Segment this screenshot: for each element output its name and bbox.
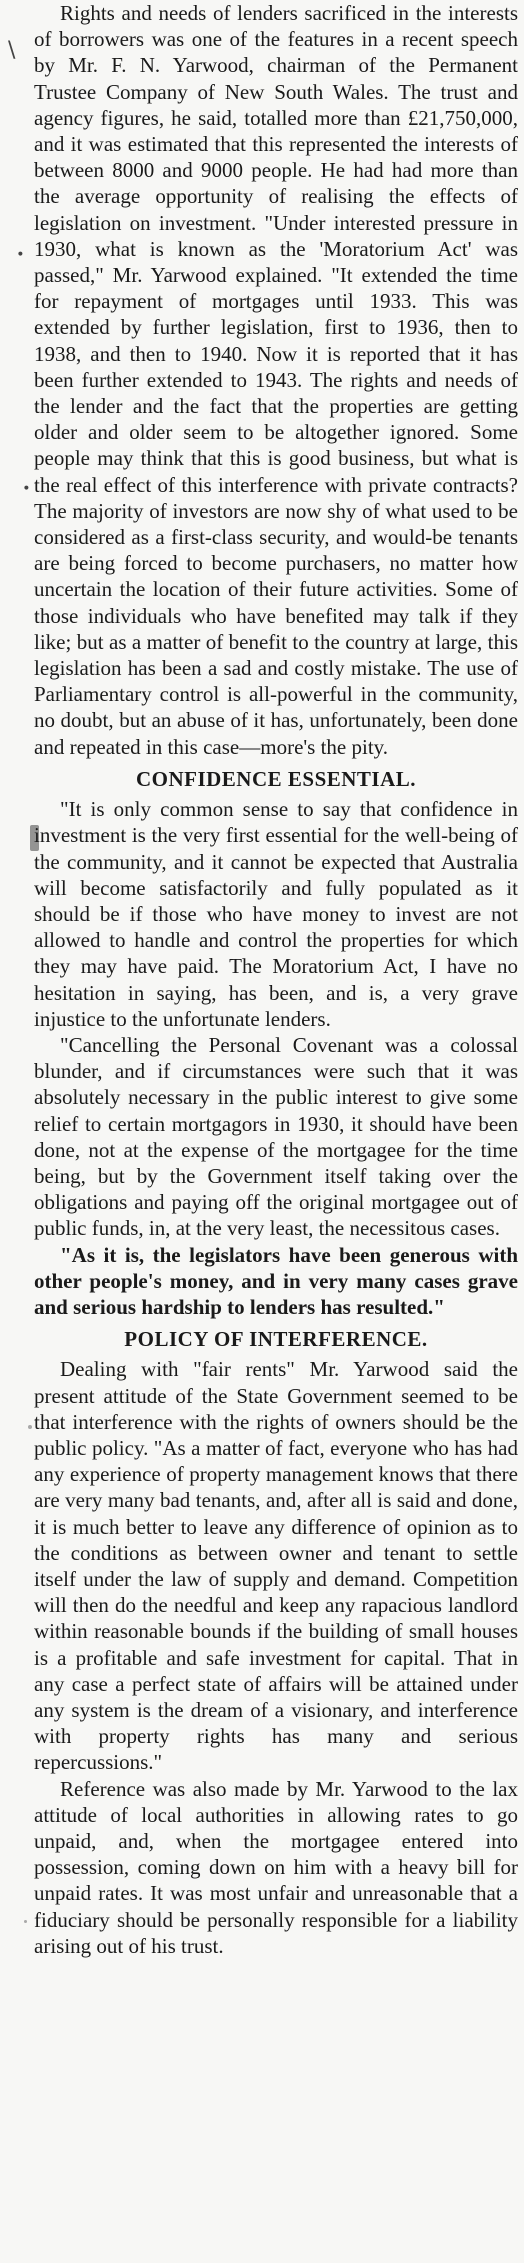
margin-dots: ∙ <box>16 246 25 262</box>
section-heading-interference: POLICY OF INTERFERENCE. <box>124 1327 428 1352</box>
article-paragraph: Dealing with "fair rents" Mr. Yarwood said the present attitude of the State Government seemed to be that interference with the rights of owners should be the public policy. "As a matter of fact, everyone who has had any experience of property management knows that there are very many bad tenants, and, after all is said and done, it is much better to leave any difference of opinion as to the conditions as between owner and tenant to settle itself under the law of supply and demand. Competition will then do the needful and keep any rapacious landlord within reasonable bounds if the building of small houses is a profitable and safe investment for capital. That in any case a perfect state of affairs will be attained under any system is the dream of a visionary, and interference with property rights has many and serious repercussions." <box>34 1357 518 1775</box>
article-column <box>34 0 518 1959</box>
article-intro: Rights and needs of lenders sacrificed in the interests of borrowers was one of the features in a recent speech by Mr. F. N. Yarwood, chairman of the Permanent Trustee Company of New South Wales. The trust and agency figures, he said, totalled more than £21,750,000, and it was estimated that this represented the interests of between 8000 and 9000 people. He had had more than the average opportunity of realising the effects of legislation on investment. "Under interested pressure in 1930, what is known as the 'Moratorium Act' was passed," Mr. Yarwood explained. "It extended the time for repayment of mortgages until 1933. This was extended by further legislation, first to 1936, then to 1938, and then to 1940. Now it is reported that it has been further extended to 1943. The rights and needs of the lender and the fact that the properties are getting older and older seem to be altogether ignored. Some people may think that this is good business, but what is the real effect of this interference with private contracts? The majority of investors are now shy of what used to be considered as a first-class security, and would-be tenants are being forced to become purchasers, no matter how uncertain the location of their future activities. Some of those individuals who have benefited may talk if they like; but as a matter of benefit to the country at large, this legislation has been a sad and costly mistake. The use of Parliamentary control is all-powerful in the community, no doubt, but an abuse of it has, unfortunately, been done and repeated in this case—more's the pity. <box>34 1 518 759</box>
article-paragraph: Reference was also made by Mr. Yarwood to the lax attitude of local authorities in allowing rates to go unpaid, and, when the mortgagee entered into possession, coming down on him with a heavy bill for unpaid rates. It was most unfair and unreasonable that a fiduciary should be personally responsible for a liability arising out of his trust. <box>34 1776 518 1958</box>
scan-speck <box>24 1920 27 1923</box>
margin-dots: ∙ <box>22 480 31 496</box>
margin-stroke: \ <box>8 38 16 63</box>
article-bold-quote: "As it is, the legislators have been generous with other people's money, and in very many cases grave and serious hardship to lenders has resulted." <box>34 1242 518 1319</box>
article-paragraph: "Cancelling the Personal Covenant was a colossal blunder, and if circumstances were such that it was absolutely necessary in the public interest to give some relief to certain mortgagors in 1930, it should have been done, not at the expense of the mortgagee for the time being, but by the Government itself taking over the obligations and paying off the original mortgagee out of public funds, in, at the very least, the necessitous cases. <box>34 1032 518 1241</box>
section-heading-confidence: CONFIDENCE ESSENTIAL. <box>135 766 417 791</box>
scan-speck <box>28 1425 32 1429</box>
article-paragraph: "It is only common sense to say that confidence in investment is the very first essential for the well-being of the community, and it cannot be expected that Australia will become satisfactorily and fully populated as it should be if those who have money to invest are not allowed to handle and control the properties for which they may have paid. The Moratorium Act, I have no hesitation in saying, has been, and is, a very grave injustice to the unfortunate lenders. <box>34 797 518 1031</box>
